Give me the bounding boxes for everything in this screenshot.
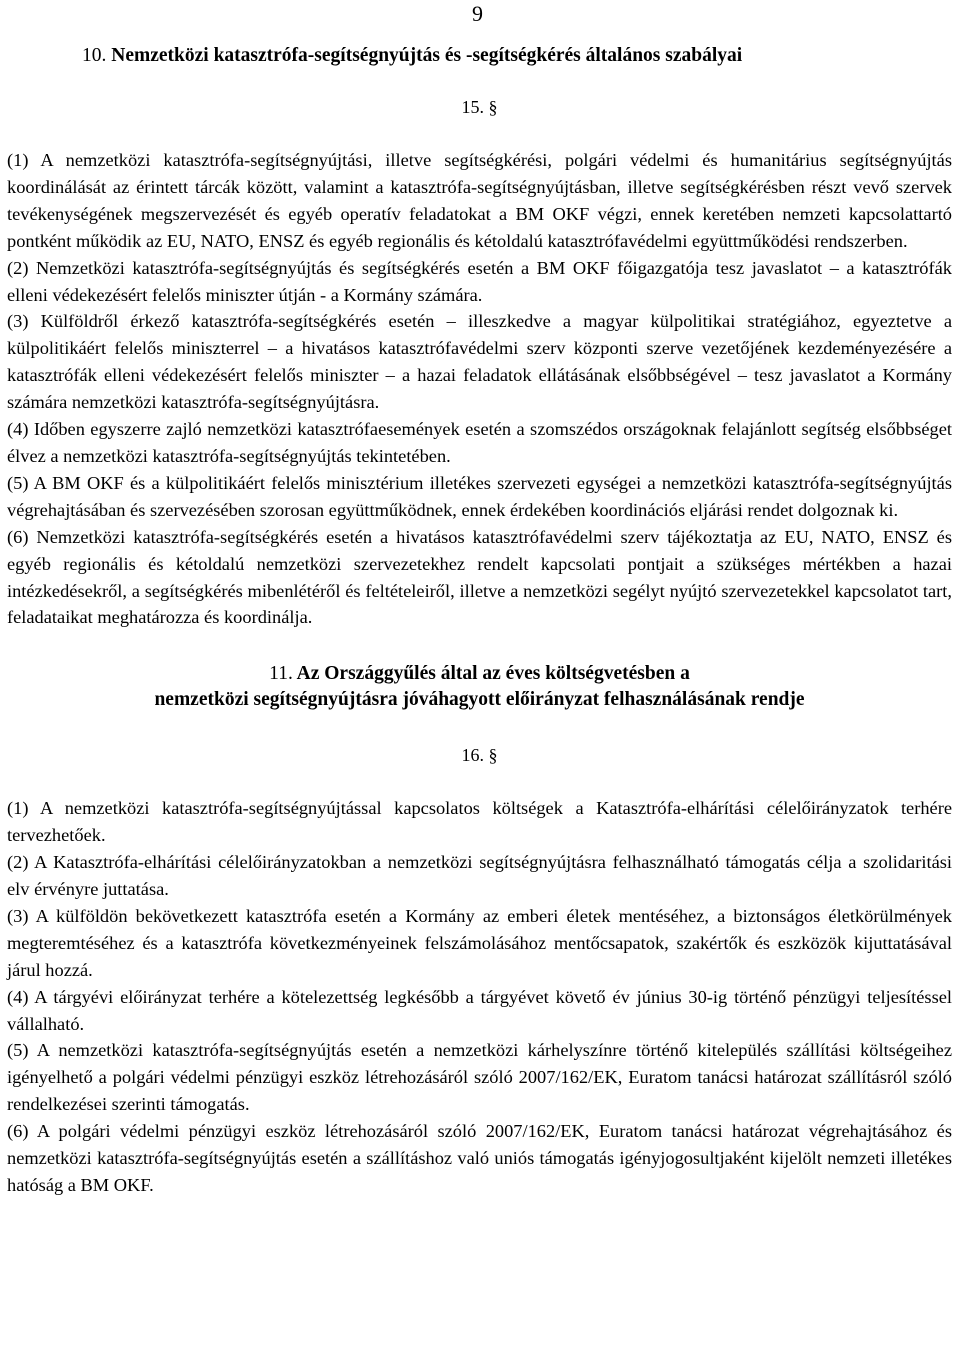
- paragraph-16-item-3: (3) A külföldön bekövetkezett katasztrófa esetén a Kormány az emberi életek mentéséhez, a biztonságos életkörülmények megteremtéséhez és a katasztrófa következményeinek felszámolásához mentőcsapatok, szakértők és eszközök kijuttatásával járul hozzá.: [7, 905, 952, 980]
- paragraph-15-item-6: (6) Nemzetközi katasztrófa-segítségkérés esetén a hivatásos katasztrófavédelmi szerv tájékoztatja az EU, NATO, ENSZ és egyéb regionális és kétoldalú nemzetközi szervezetekhez rendelt kapcsolati pontjait a szükséges mértékben a hazai intézkedésekről, a segítségkérés mibenlétéről és feltételeiről, illetve a nemzetközi segélyt nyújtó szervezetekkel kapcsolatot tart, feladataikat meghatározza és koordinálja.: [7, 526, 952, 628]
- paragraph-16-item-6: (6) A polgári védelmi pénzügyi eszköz létrehozásáról szóló 2007/162/EK, Euratom tanácsi határozat végrehajtásához és nemzetközi katasztrófa-segítségnyújtás esetén a szállításhoz való uniós támogatás igényjogosultjaként kijelölt nemzeti illetékes hatóság a BM OKF.: [7, 1121, 952, 1195]
- section-11-heading-line-1: [7, 661, 952, 687]
- paragraph-16-item-4: (4) A tárgyévi előirányzat terhére a kötelezettség legkésőbb a tárgyévet követő év június 30-ig történő pénzügyi teljesítéssel vállalható.: [7, 986, 952, 1034]
- paragraph-16-item-1: (1) A nemzetközi katasztrófa-segítségnyújtással kapcsolatos költségek a Katasztrófa-elhárítási célelőirányzatok terhére tervezhetőek.: [7, 798, 952, 846]
- paragraph-16-item-5: (5) A nemzetközi katasztrófa-segítségnyújtás esetén a nemzetközi kárhelyszínre történő kitelepülés szállítási költségeihez igényelhető a polgári védelmi pénzügyi eszköz létrehozásáról szóló 2007/162/EK, Euratom tanácsi határozat szállításról szóló rendelkezései szerinti támogatás.: [7, 1040, 952, 1115]
- section-10-heading: [82, 44, 742, 68]
- paragraph-15-item-2: (2) Nemzetközi katasztrófa-segítségnyújtás és segítségkérés esetén a BM OKF főigazgatója tesz javaslatot – a katasztrófák elleni védekezésért felelős miniszter útján - a Kormány számára.: [7, 257, 952, 305]
- paragraph-16-item-2: (2) A Katasztrófa-elhárítási célelőirányzatokban a nemzetközi segítségnyújtásra felhasználható támogatás célja a szolidaritási elv érvényre juttatása.: [7, 852, 952, 900]
- paragraph-15-item-4: (4) Időben egyszerre zajló nemzetközi katasztrófaesemények esetén a szomszédos országoknak felajánlott segítség elsőbbséget élvez a nemzetközi katasztrófa-segítségnyújtás tekintetében.: [7, 419, 952, 466]
- section-11-number: 11.: [269, 663, 293, 685]
- section-11-title-line-2: nemzetközi segítségnyújtásra jóváhagyott előirányzat felhasználásának rendje: [154, 689, 805, 711]
- section-11-heading: [7, 661, 952, 713]
- paragraph-16-title: 16. §: [461, 745, 498, 766]
- page-number: 9: [472, 1, 483, 26]
- paragraph-15-title: 15. §: [461, 97, 498, 117]
- paragraph-15-item-3: (3) Külföldről érkező katasztrófa-segítségkérés esetén – illeszkedve a magyar külpolitikai stratégiához, egyeztetve a külpolitikáért felelős miniszterrel – a hivatásos katasztrófavédelmi szerv központi szerve vezetőjének kezdeményezésére a katasztrófák elleni védekezésért felelős miniszter – a hazai feladatok ellátásának elsőbbségével – tesz javaslatot a Kormány számára nemzetközi katasztrófa-segítségnyújtásra.: [7, 311, 952, 413]
- section-11-title-line-1: Az Országgyűlés által az éves költségvetésben a: [296, 663, 690, 685]
- section-10-title: Nemzetközi katasztrófa-segítségnyújtás és -segítségkérés általános szabályai: [111, 45, 743, 66]
- paragraph-15-item-5: (5) A BM OKF és a külpolitikáért felelős minisztérium illetékes szervezeti egységei a nemzetközi katasztrófa-segítségnyújtás végrehajtásában és szervezésében szorosan együttműködnek, ennek érdekében koordinációs eljárási rendet dolgoznak ki.: [7, 472, 952, 520]
- paragraph-15-item-1: (1) A nemzetközi katasztrófa-segítségnyújtási, illetve segítségkérési, polgári védelmi és humanitárius segítségnyújtás koordinálását az érintett tárcák között, valamint a katasztrófa-segítségnyújtásban, illetve segítségkérésben részt vevő szervek tevékenységének megszervezését és egyéb operatív feladatokat a BM OKF végzi, ennek keretében nemzeti kapcsolattartó pontként működik az EU, NATO, ENSZ és egyéb regionális és kétoldalú katasztrófavédelmi együttműködési rendszerben.: [7, 150, 952, 251]
- section-10-number: 10.: [82, 45, 107, 66]
- document-body: [7, 95, 952, 1199]
